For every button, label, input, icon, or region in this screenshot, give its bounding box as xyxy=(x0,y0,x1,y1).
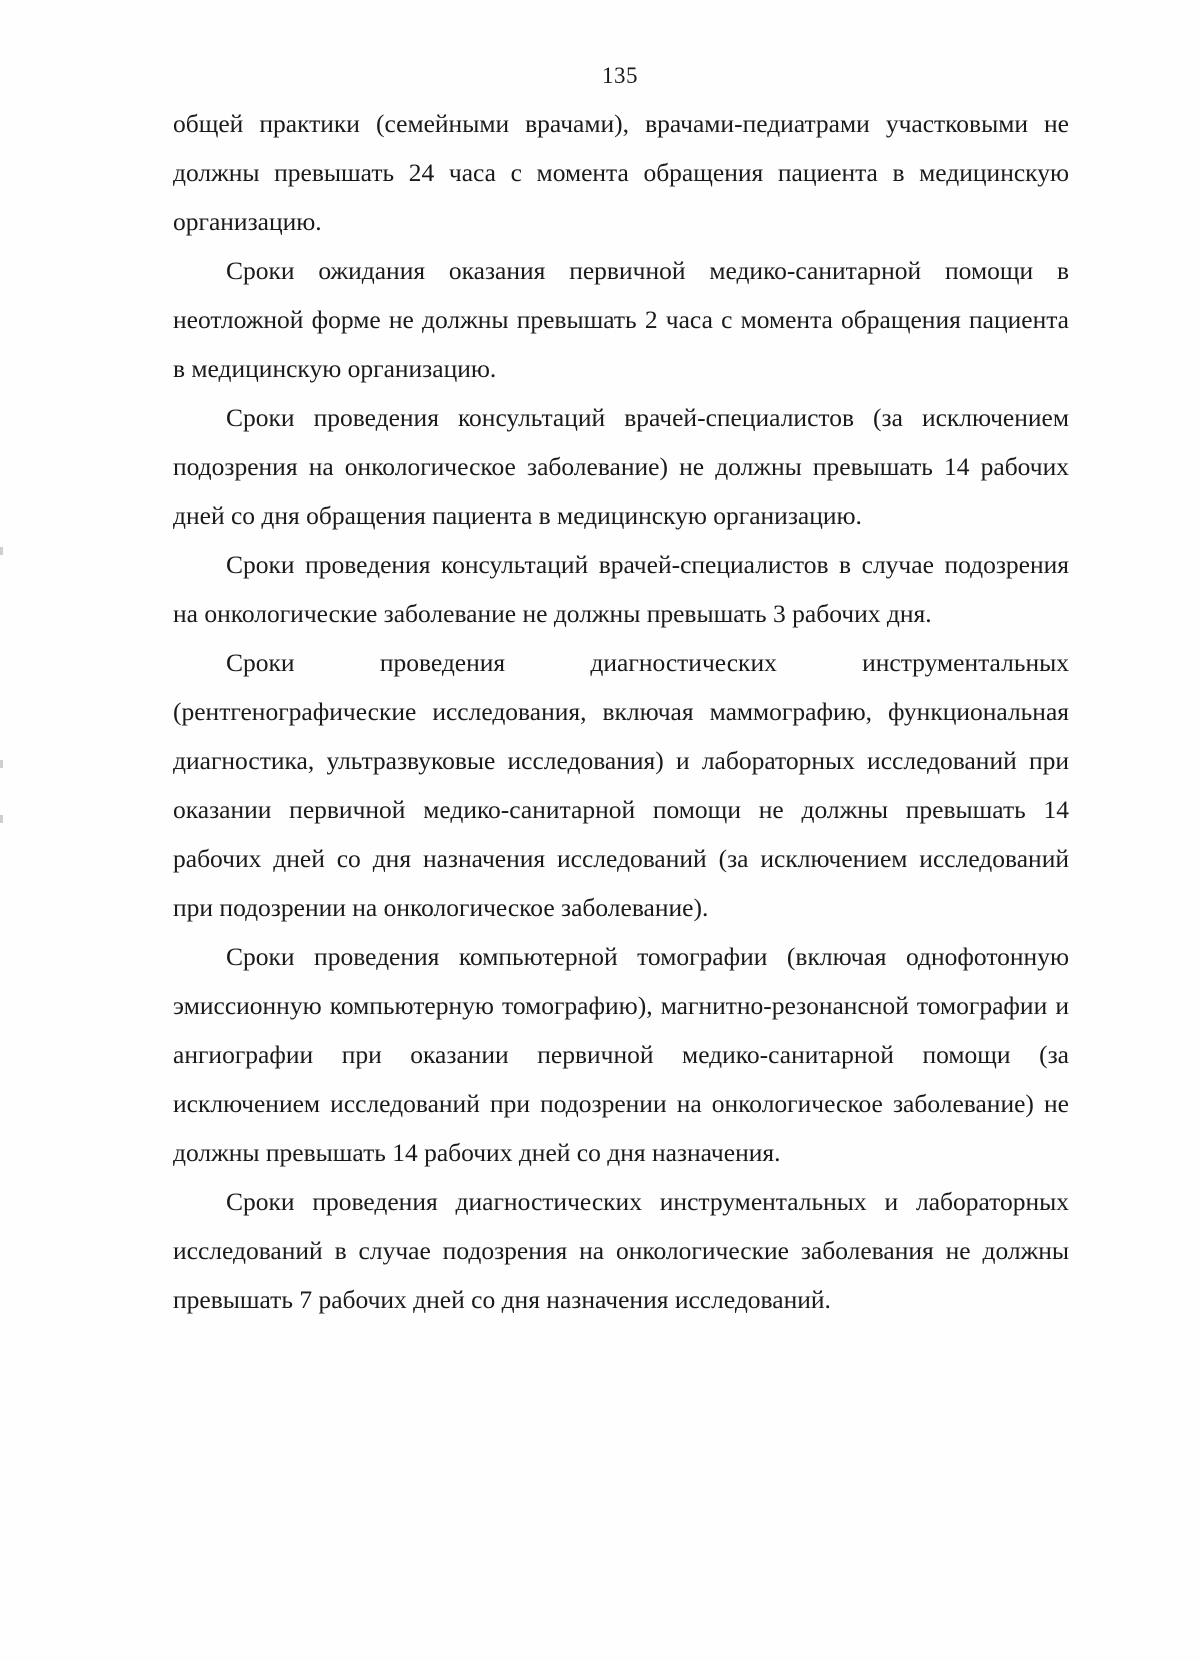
page-number: 135 xyxy=(602,63,638,88)
paragraph-specialist-consultation: Сроки проведения консультаций врачей-специалистов (за исключением подозрения на онкологическое заболевание) не должны превышать 14 рабочих дней со дня обращения пациента в медицинскую организацию. xyxy=(173,403,1069,530)
paragraph-continuation: общей практики (семейными врачами), врачами-педиатрами участковыми не должны превышать 24 часа с момента обращения пациента в медицинскую организацию. xyxy=(173,109,1069,236)
scan-edge-mark xyxy=(0,547,3,555)
document-body xyxy=(173,99,1069,1324)
scan-edge-mark xyxy=(0,815,3,823)
paragraph-tomography: Сроки проведения компьютерной томографии (включая однофотонную эмиссионную компьютерную томографию), магнитно-резонансной томографии и ангиографии при оказании первичной медико-санитарной помощи (за исключением исследований при подозрении на онкологическое заболевание) не должны превышать 14 рабочих дней со дня назначения. xyxy=(173,942,1069,1167)
paragraph-urgent-care-wait: Сроки ожидания оказания первичной медико-санитарной помощи в неотложной форме не должны превышать 2 часа с момента обращения пациента в медицинскую организацию. xyxy=(173,256,1069,383)
scan-edge-mark xyxy=(0,760,3,768)
paragraph-oncology-consultation: Сроки проведения консультаций врачей-специалистов в случае подозрения на онкологические заболевание не должны превышать 3 рабочих дня. xyxy=(173,550,1069,628)
paragraph-diagnostic-tests: Сроки проведения диагностических инструментальных (рентгенографические исследования, включая маммографию, функциональная диагностика, ультразвуковые исследования) и лабораторных исследований при оказании первичной медико-санитарной помощи не должны превышать 14 рабочих дней со дня назначения исследований (за исключением исследований при подозрении на онкологическое заболевание). xyxy=(173,648,1069,922)
paragraph-oncology-diagnostics: Сроки проведения диагностических инструментальных и лабораторных исследований в случае подозрения на онкологические заболевания не должны превышать 7 рабочих дней со дня назначения исследований. xyxy=(173,1187,1069,1314)
